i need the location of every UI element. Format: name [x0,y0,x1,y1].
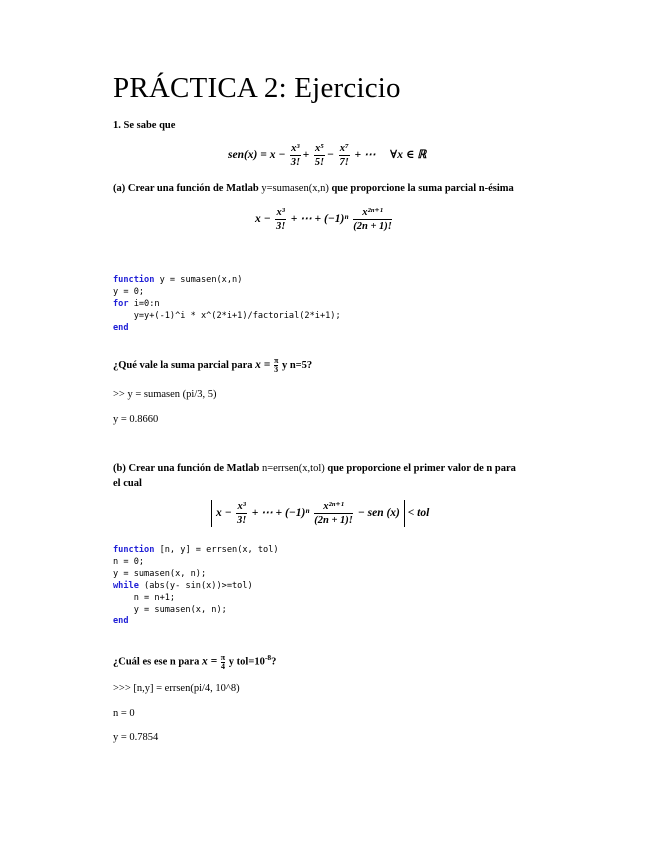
code-sumasen: function y = sumasen(x,n) y = 0; for i=0:n y=y+(-1)^i * x^(2*i+1)/factorial(2*i+1); end [113,275,341,333]
question-a: ¿Qué vale la suma parcial para x = $\frac{\pi}{3}$ y n=5? [113,356,313,374]
sine-series-formula: sen(x) = x − $\frac{\text{x³}}{3!}$ + $\frac{\text{x⁵}}{5!}$ − $\frac{\text{x⁷}}{7!}$ + ⋯ ∀x ∈ ℝ [228,143,427,168]
command-b: >>> [n,y] = errsen(pi/4, 10^8) [113,683,240,694]
page-title: PRÁCTICA 2: Ejercicio [113,72,401,104]
question-b: ¿Cuál es ese n para x = $\frac{\pi}{4}$ y $tol=10^{-8}$? [113,652,277,671]
code-errsen: function [n, y] = errsen(x, tol) n = 0; y = sumasen(x, n); while (abs(y- sin(x))>=tol) n = n+1; y = sumasen(x, n); end [113,545,279,627]
part-a-statement: (a) Crear una función de Matlab y=sumasen(x,n) que proporcione la suma parcial n-ésima [113,183,514,194]
result-b-y: y = 0.7854 [113,732,159,743]
error-condition-formula: x − $\frac{\text{x³}}{3!}$ + ⋯ + (−1)ⁿ $\frac{\text{x²ⁿ⁺¹}}{(2n + 1)!}$ − sen (x) < tol [211,500,429,527]
part-b-statement-cont: el cual [113,478,142,489]
part-b-statement: (b) Crear una función de Matlab n=errsen(x,tol) que proporcione el primer valor de n para [113,463,516,474]
result-b-n: n = 0 [113,708,135,719]
partial-sum-formula: x − $\frac{\text{x³}}{3!}$ + ⋯ + (−1)ⁿ $\frac{\text{x²ⁿ⁺¹}}{(2n + 1)!}$ [255,207,392,232]
question-1-intro: 1. Se sabe que [113,120,176,131]
command-a: >> y = sumasen (pi/3, 5) [113,389,217,400]
result-a: y = 0.8660 [113,414,159,425]
